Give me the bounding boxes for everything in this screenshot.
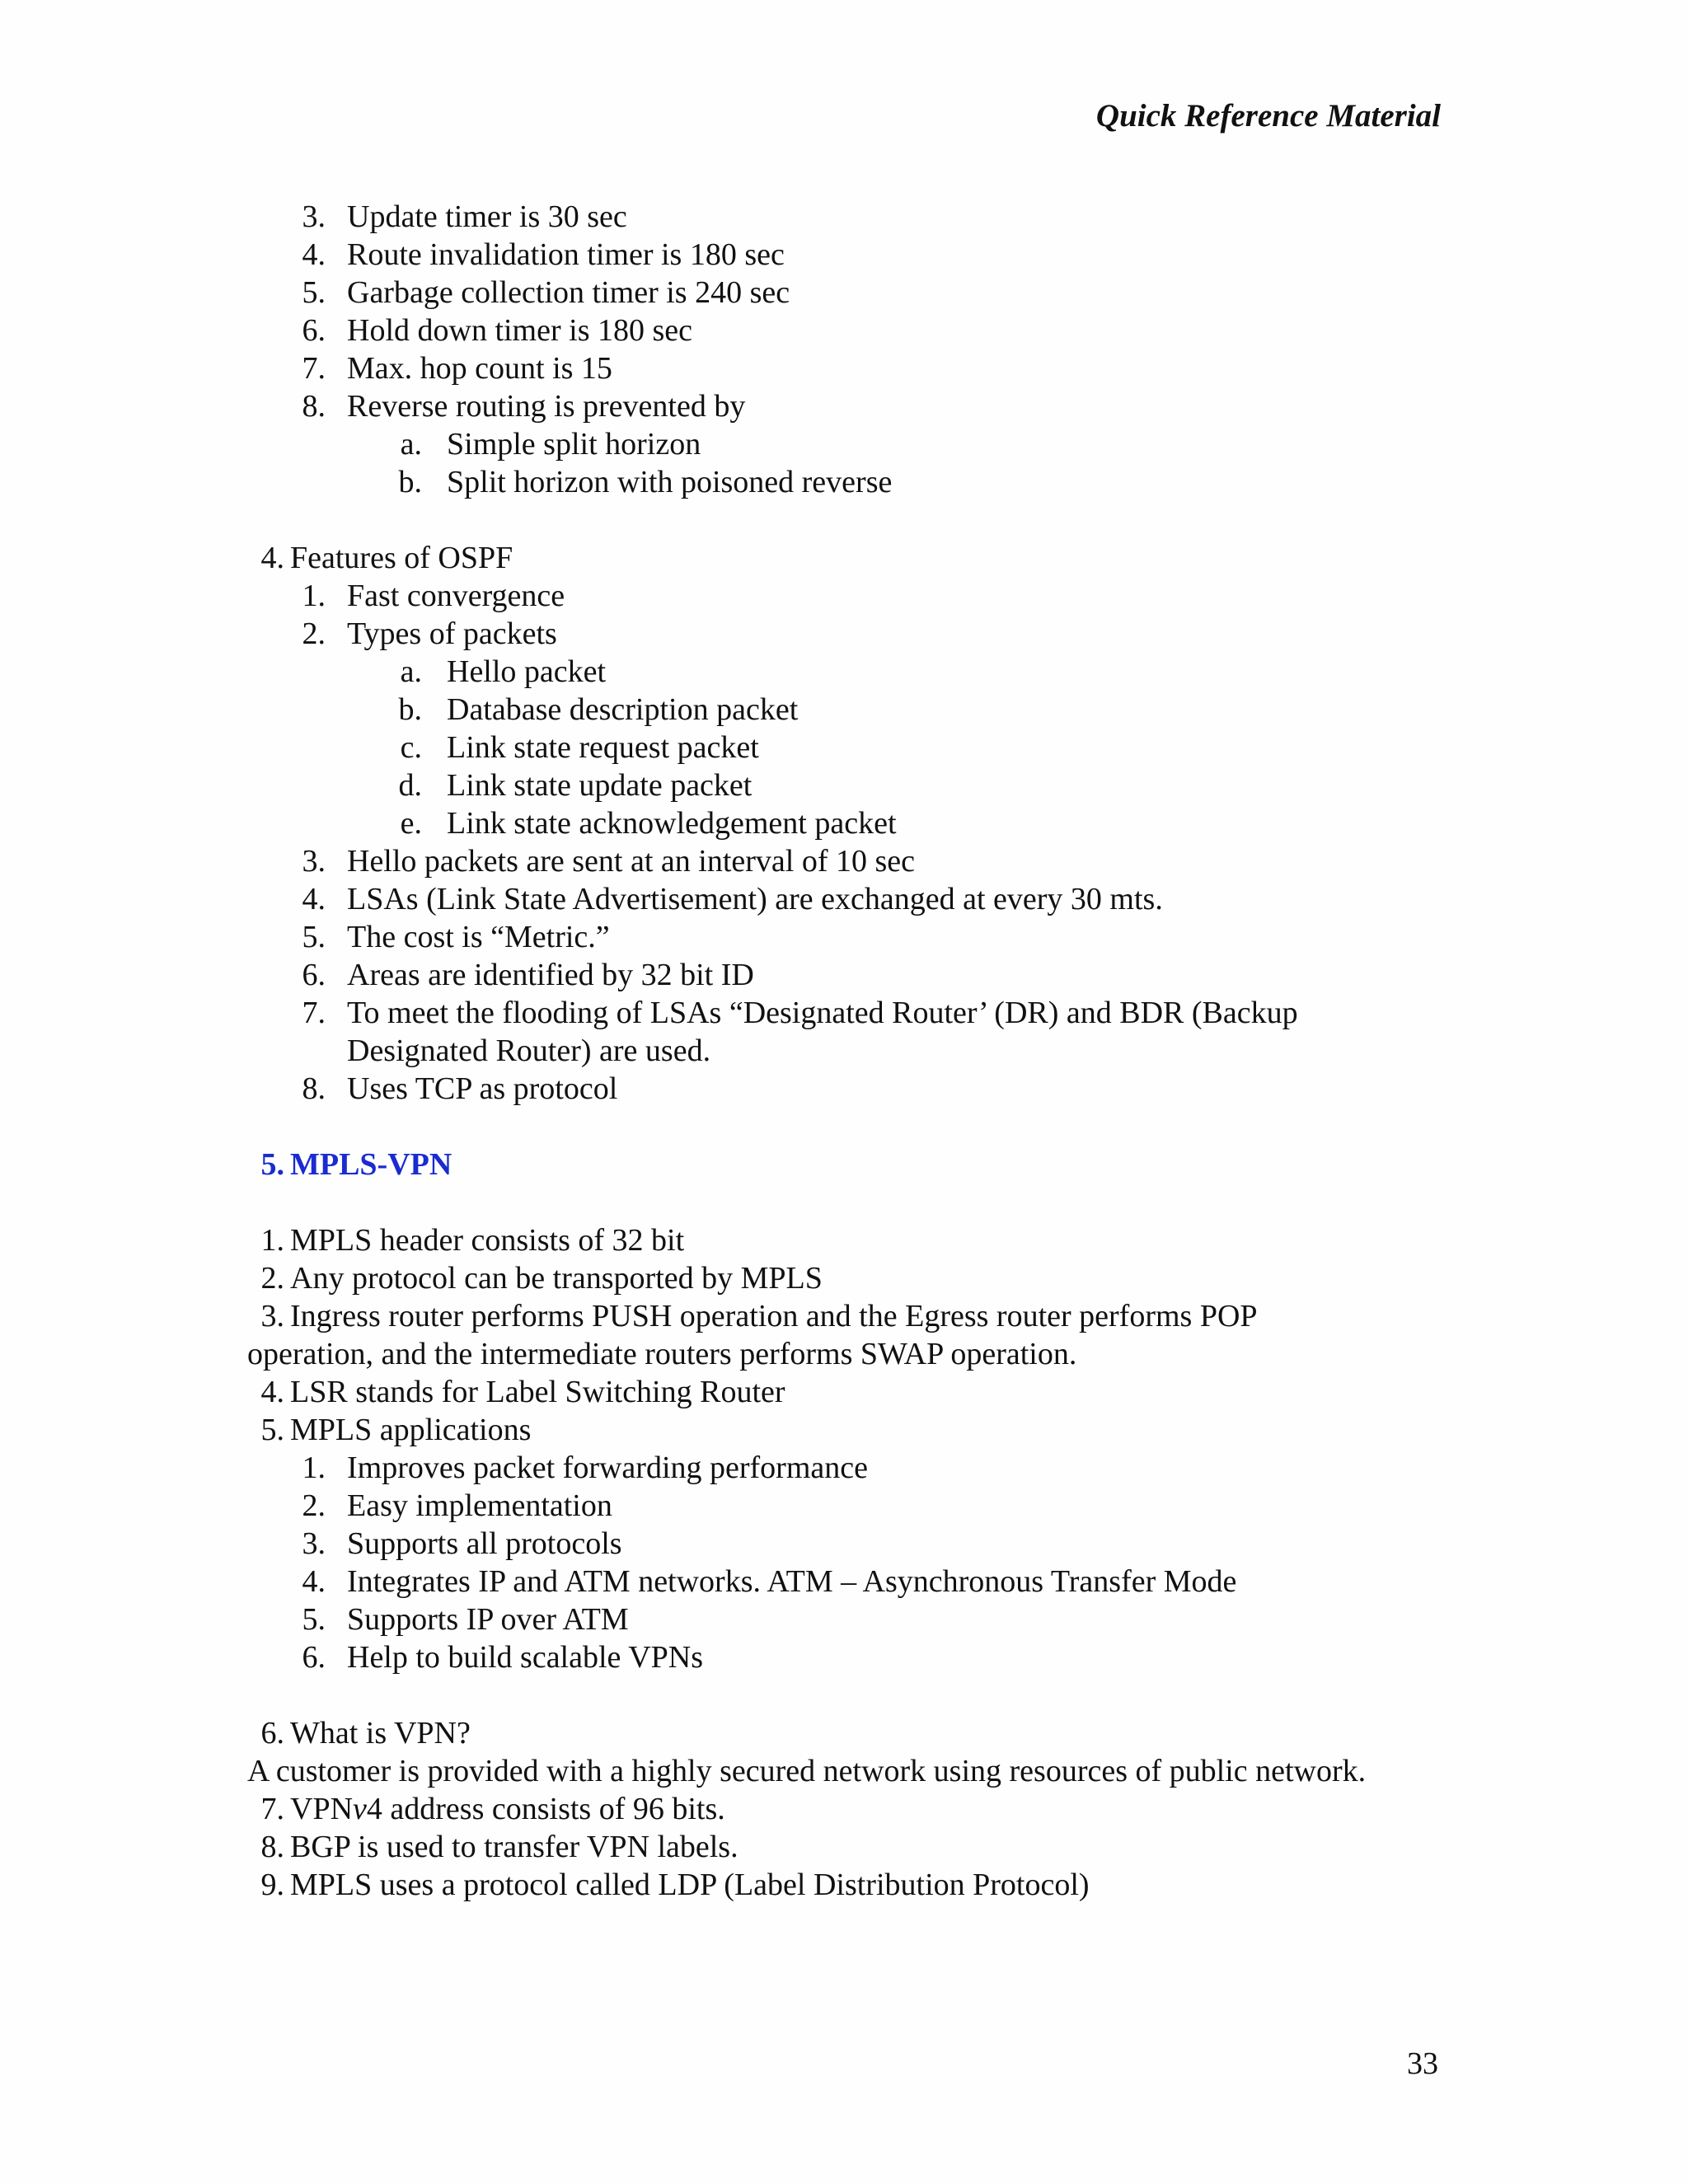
list-item-text: MPLS applications: [290, 1413, 532, 1447]
list-item-text: Types of packets: [347, 616, 557, 651]
sub-list-item-number: 2.: [302, 1488, 326, 1523]
sub-list-item-letter: d.: [398, 768, 422, 803]
sub-list-item-text: Integrates IP and ATM networks. ATM – Asynchronous Transfer Mode: [347, 1564, 1237, 1599]
sub-list-item-text: Link state acknowledgement packet: [447, 806, 897, 841]
sub-list-item-letter: c.: [400, 730, 422, 765]
sub-list-item-text: Split horizon with poisoned reverse: [447, 465, 893, 499]
list-item-text: What is VPN?: [290, 1716, 471, 1750]
list-item-text: Uses TCP as protocol: [347, 1071, 618, 1106]
list-item-number: 6.: [302, 313, 326, 348]
list-item-number: 4.: [302, 237, 326, 272]
sub-list-item-letter: b.: [398, 465, 422, 499]
sub-list-item-number: 1.: [302, 1451, 326, 1485]
list-item-number: 4.: [260, 1375, 284, 1409]
sub-list-item-letter: a.: [400, 654, 422, 689]
list-item-number: 8.: [302, 389, 326, 424]
ospf-heading-text: Features of OSPF: [290, 541, 513, 575]
sub-list-item-number: 5.: [302, 1602, 326, 1637]
list-item-text: Reverse routing is prevented by: [347, 389, 746, 424]
sub-list-item-text: Link state request packet: [447, 730, 759, 765]
sub-list-item-number: 3.: [302, 1526, 326, 1561]
list-item-text: LSAs (Link State Advertisement) are exchanged at every 30 mts.: [347, 882, 1163, 916]
sub-list-item-text: Simple split horizon: [447, 427, 701, 462]
list-item-number: 7.: [260, 1792, 284, 1826]
list-item-text: Route invalidation timer is 180 sec: [347, 237, 785, 272]
sub-list-item-number: 4.: [302, 1564, 326, 1599]
list-item-text: Garbage collection timer is 240 sec: [347, 275, 790, 310]
list-item-text: Designated Router) are used.: [347, 1033, 711, 1068]
sub-list-item-letter: b.: [398, 692, 422, 727]
sub-list-item-text: Improves packet forwarding performance: [347, 1451, 868, 1485]
section-heading-number: 5.: [260, 1147, 284, 1182]
list-item-text: BGP is used to transfer VPN labels.: [290, 1830, 738, 1864]
ospf-heading-number: 4.: [260, 541, 284, 575]
list-item-text: MPLS uses a protocol called LDP (Label Distribution Protocol): [290, 1868, 1090, 1902]
list-item-text: Hello packets are sent at an interval of 10 sec: [347, 844, 915, 879]
sub-list-item-letter: e.: [400, 806, 422, 841]
list-item-number: 8.: [260, 1830, 284, 1864]
list-item-text: To meet the flooding of LSAs “Designated Router’ (DR) and BDR (Backup: [347, 996, 1298, 1030]
list-item-text: LSR stands for Label Switching Router: [290, 1375, 785, 1409]
sub-list-item-letter: a.: [400, 427, 422, 462]
list-item-number: 6.: [302, 958, 326, 992]
list-item-text: Max. hop count is 15: [347, 351, 612, 386]
list-item-text: The cost is “Metric.”: [347, 920, 610, 954]
list-item-number: 3.: [302, 844, 326, 879]
list-item-number: 7.: [302, 351, 326, 386]
list-item-text: Fast convergence: [347, 579, 565, 613]
list-item-number: 7.: [302, 996, 326, 1030]
list-item-number: 3.: [302, 199, 326, 234]
list-item-text: [290, 1790, 725, 1828]
list-item-number: 9.: [260, 1868, 284, 1902]
sub-list-item-text: Help to build scalable VPNs: [347, 1640, 704, 1675]
vpnv4-suffix: 4 address consists of 96 bits.: [366, 1792, 725, 1826]
list-item-number: 2.: [260, 1261, 284, 1296]
section-heading-title: MPLS-VPN: [290, 1147, 452, 1182]
list-item-number: 4.: [302, 882, 326, 916]
list-item-number: 5.: [302, 920, 326, 954]
list-item-number: 3.: [260, 1299, 284, 1333]
list-item-number: 8.: [302, 1071, 326, 1106]
list-item-number: 1.: [260, 1223, 284, 1258]
list-item-text: Areas are identified by 32 bit ID: [347, 958, 754, 992]
running-header: Quick Reference Material: [1095, 98, 1441, 134]
vpn-answer-text: A customer is provided with a highly secured network using resources of public network.: [247, 1754, 1367, 1788]
vpnv4-prefix: VPN: [290, 1792, 354, 1826]
sub-list-item-text: Supports all protocols: [347, 1526, 622, 1561]
page-number: 33: [1407, 2046, 1438, 2081]
list-item-text: Any protocol can be transported by MPLS: [290, 1261, 823, 1296]
list-item-text: MPLS header consists of 32 bit: [290, 1223, 685, 1258]
list-item-number: 2.: [302, 616, 326, 651]
sub-list-item-text: Supports IP over ATM: [347, 1602, 629, 1637]
sub-list-item-text: Hello packet: [447, 654, 607, 689]
sub-list-item-text: Database description packet: [447, 692, 799, 727]
list-item-number: 5.: [260, 1413, 284, 1447]
sub-list-item-text: Link state update packet: [447, 768, 753, 803]
list-item-text: Update timer is 30 sec: [347, 199, 627, 234]
sub-list-item-number: 6.: [302, 1640, 326, 1675]
vpnv4-italic-v: v: [353, 1792, 367, 1826]
list-item-text: Ingress router performs PUSH operation and the Egress router performs POP: [290, 1299, 1258, 1333]
list-item-text: operation, and the intermediate routers performs SWAP operation.: [247, 1337, 1077, 1371]
list-item-text: Hold down timer is 180 sec: [347, 313, 693, 348]
sub-list-item-text: Easy implementation: [347, 1488, 612, 1523]
list-item-number: 1.: [302, 579, 326, 613]
list-item-number: 5.: [302, 275, 326, 310]
list-item-number: 6.: [260, 1716, 284, 1750]
